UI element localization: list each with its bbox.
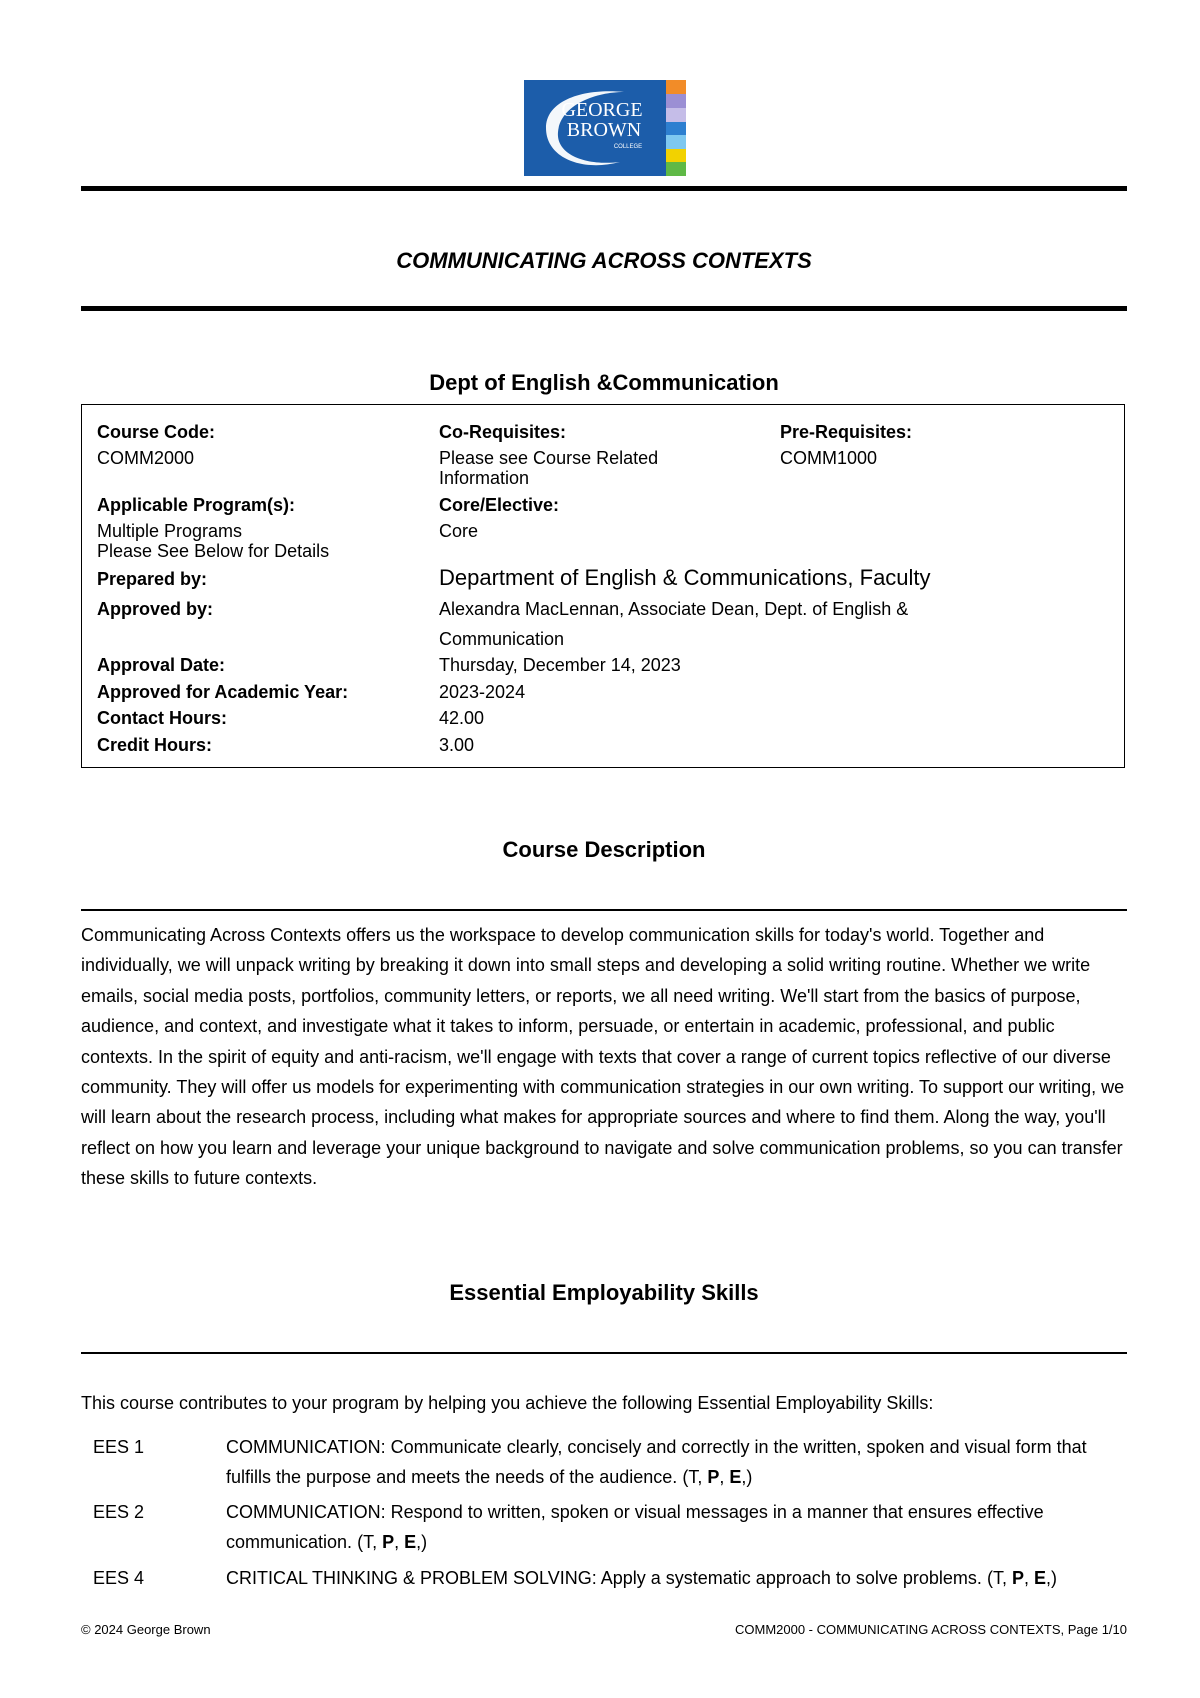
pre-requisites-label: Pre-Requisites: bbox=[780, 422, 913, 442]
george-brown-logo bbox=[524, 80, 686, 176]
ees-divider bbox=[81, 1352, 1127, 1354]
academic-year-value: 2023-2024 bbox=[439, 682, 526, 702]
approval-date-value: Thursday, December 14, 2023 bbox=[439, 655, 681, 675]
approved-by-label: Approved by: bbox=[97, 599, 214, 619]
ees-description: COMMUNICATION: Respond to written, spoken or visual messages in a manner that ensures effective communication. (T, P, E,) bbox=[226, 1502, 1044, 1552]
approval-date-label: Approval Date: bbox=[97, 655, 226, 675]
ees-code: EES 2 bbox=[93, 1502, 145, 1522]
approved-by-value: Alexandra MacLennan, Associate Dean, Dept. of English & Communication bbox=[439, 599, 909, 649]
course-info-box bbox=[81, 404, 1125, 768]
pre-requisites-value: COMM1000 bbox=[780, 448, 878, 468]
contact-hours-label: Contact Hours: bbox=[97, 708, 227, 728]
course-description-text: Communicating Across Contexts offers us the workspace to develop communication skills for today's world. Together and individually, we will unpack writing by breaking it down into small steps and developing a solid writing routine. Whether we write emails, social media posts, portfolios, community letters, or reports, we all need writing. We'll start from the basics of purpose, audience, and context, and investigate what it takes to inform, persuade, or entertain in academic, professional, and public contexts. In the spirit of equity and anti-racism, we'll engage with texts that cover a range of current topics reflective of our diverse community. They will offer us models for experimenting with communication strategies in our own writing. To support our writing, we will learn about the research process, including what makes for appropriate sources and where to find them. Along the way, you'll reflect on how you learn and leverage your unique background to navigate and solve communication problems, so you can transfer these skills to future contexts. bbox=[81, 925, 1125, 1189]
description-divider bbox=[81, 909, 1127, 911]
course-code-value: COMM2000 bbox=[97, 448, 195, 468]
credit-hours-value: 3.00 bbox=[439, 735, 475, 755]
ees-code: EES 4 bbox=[93, 1568, 145, 1588]
co-requisites-label: Co-Requisites: bbox=[439, 422, 567, 442]
course-title: COMMUNICATING ACROSS CONTEXTS bbox=[396, 248, 812, 273]
logo-line2: BROWN bbox=[566, 119, 642, 141]
ees-heading: Essential Employability Skills bbox=[449, 1280, 759, 1305]
applicable-programs-value: Multiple Programs Please See Below for Details bbox=[97, 521, 330, 561]
core-elective-label: Core/Elective: bbox=[439, 495, 560, 515]
logo-line1: GEORGE bbox=[561, 99, 643, 121]
footer-page-info: COMM2000 - COMMUNICATING ACROSS CONTEXTS, Page 1/10 bbox=[734, 1622, 1127, 1637]
logo-line3: COLLEGE bbox=[613, 144, 643, 150]
ees-description: CRITICAL THINKING & PROBLEM SOLVING: Apply a systematic approach to solve problems. (T, P, E,) bbox=[226, 1568, 1057, 1588]
top-divider bbox=[81, 186, 1127, 191]
department-title: Dept of English &Communication bbox=[429, 370, 779, 395]
academic-year-label: Approved for Academic Year: bbox=[97, 682, 349, 702]
ees-intro: This course contributes to your program by helping you achieve the following Essential Employability Skills: bbox=[81, 1393, 934, 1413]
title-divider bbox=[81, 306, 1127, 311]
course-description-heading: Course Description bbox=[502, 837, 706, 862]
ees-code: EES 1 bbox=[93, 1437, 145, 1457]
credit-hours-label: Credit Hours: bbox=[97, 735, 213, 755]
core-elective-value: Core bbox=[439, 521, 479, 541]
course-code-label: Course Code: bbox=[97, 422, 216, 442]
ees-description: COMMUNICATION: Communicate clearly, concisely and correctly in the written, spoken and visual form that fulfills the purpose and meets the needs of the audience. (T, P, E,) bbox=[226, 1437, 1087, 1487]
contact-hours-value: 42.00 bbox=[439, 708, 485, 728]
prepared-by-value: Department of English & Communications, Faculty bbox=[439, 565, 931, 590]
prepared-by-label: Prepared by: bbox=[97, 569, 208, 589]
applicable-programs-label: Applicable Program(s): bbox=[97, 495, 296, 515]
co-requisites-value: Please see Course Related Information bbox=[439, 448, 659, 488]
footer-copyright: © 2024 George Brown bbox=[81, 1622, 211, 1637]
